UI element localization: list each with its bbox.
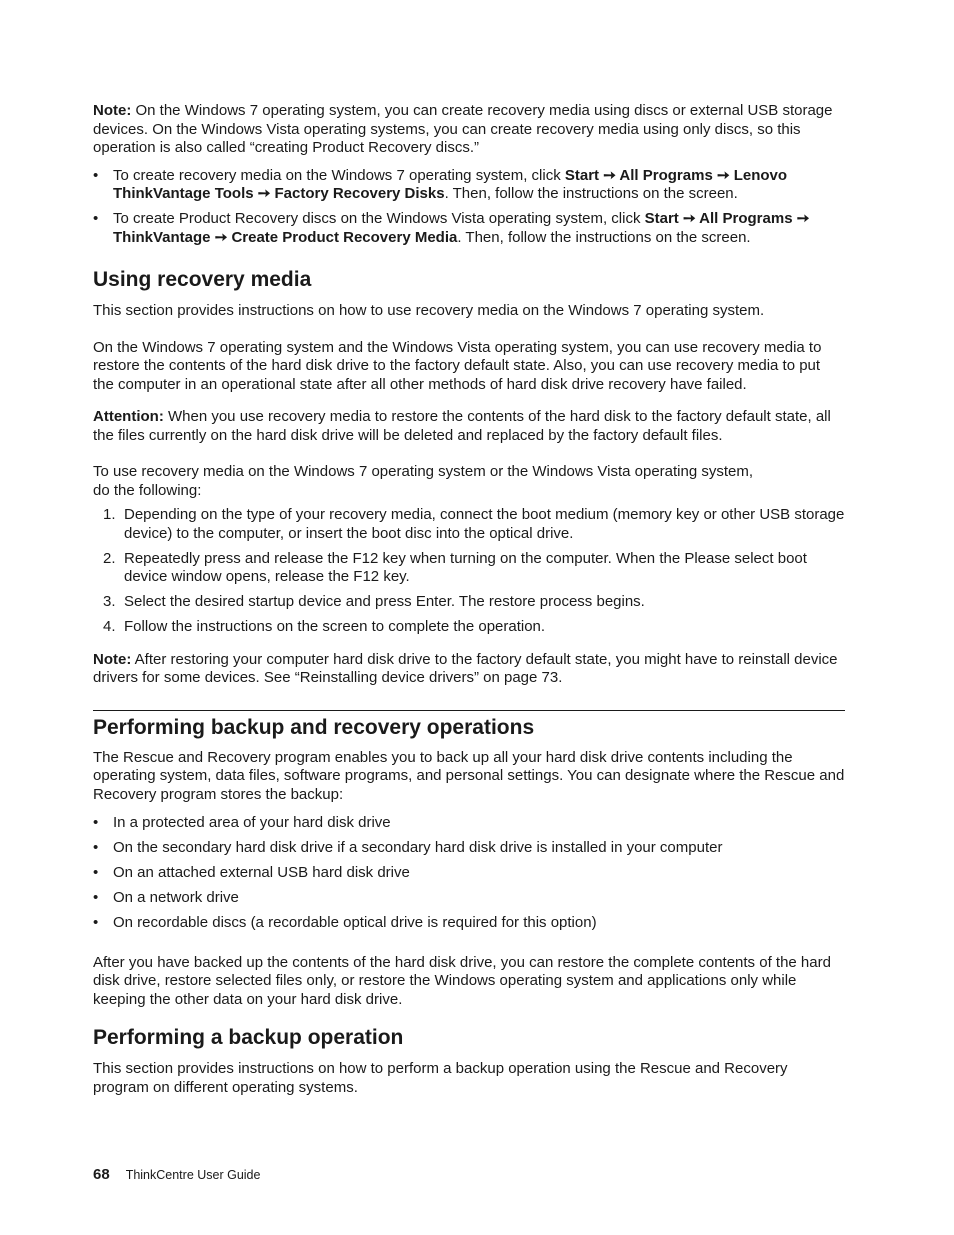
step-number: 2. (103, 549, 116, 567)
note-text: After restoring your computer hard disk drive to the factory default state, you might have to reinstall device drivers for some devices. See “Reinstalling device drivers” on page 73. (93, 650, 838, 686)
note-windows7-recovery (93, 102, 845, 158)
arrow-icon: ➙ (599, 166, 620, 184)
attention-notice (93, 408, 845, 445)
menu-path-create-media: Create Product Recovery Media (231, 228, 458, 246)
menu-path-lenovo-tools: Lenovo ThinkVantage Tools (113, 166, 788, 202)
menu-path-thinkvantage: ThinkVantage (113, 228, 211, 246)
note-label: Note: (93, 102, 132, 119)
list-item (93, 506, 845, 543)
book-title: ThinkCentre User Guide (125, 1168, 261, 1182)
menu-path-all-programs: All Programs (699, 210, 793, 227)
list-item (93, 210, 845, 247)
arrow-icon: ➙ (678, 210, 700, 227)
item-text: . Then, follow the instructions on the screen. (444, 185, 738, 202)
step-number: 3. (103, 593, 116, 610)
list-item: • On an attached external USB hard disk drive (93, 864, 845, 883)
list-item (93, 618, 845, 637)
paragraph: On the Windows 7 operating system and the Windows Vista operating system, you can use recovery media to restore the contents of the hard disk drive to the factory default state. Also, you can use recovery media to put the computer in an operational state after all other methods of hard disk drive recovery have failed. (93, 338, 822, 393)
backup-locations-list (93, 814, 845, 933)
item-text: . Then, follow the instructions on the screen. (457, 228, 751, 246)
steps-intro (93, 463, 845, 500)
section-title-backup-recovery: Performing backup and recovery operations (93, 715, 535, 739)
menu-path-factory-disks: Factory Recovery Disks (274, 185, 445, 202)
menu-path-start: Start (564, 166, 600, 184)
list-item: • In a protected area of your hard disk drive (93, 814, 845, 833)
list-item: • On recordable discs (a recordable optical drive is required for this option) (93, 914, 845, 933)
page-body (93, 102, 845, 1097)
paragraph: After you have backed up the contents of the hard disk drive, you can restore the complete contents of the hard disk drive, restore selected files only, or restore the Windows operating system and applications only while keeping the other data on your hard disk drive. (93, 953, 831, 1008)
arrow-icon: ➙ (210, 228, 232, 246)
section-intro: This section provides instructions on how to perform a backup operation using the Rescue and Recovery program on different operating systems. (93, 1060, 788, 1096)
step-text: Depending on the type of your recovery media, connect the boot medium (memory key or other USB storage device) to the computer, or insert the boot disc into the optical drive. (124, 506, 845, 542)
arrow-icon: ➙ (253, 185, 275, 202)
menu-path-all-programs: All Programs (619, 166, 713, 184)
section-title-backup-operation: Performing a backup operation (93, 1026, 404, 1049)
step-text: Follow the instructions on the screen to complete the operation. (124, 618, 546, 635)
page-footer (93, 1166, 260, 1183)
create-media-list (93, 167, 845, 248)
attention-label: Attention: (93, 408, 164, 425)
step-number: 1. (103, 506, 116, 523)
item-text: To create recovery media on the Windows 7 operating system, click (113, 166, 565, 184)
section-intro: This section provides instructions on how to use recovery media on the Windows 7 operating system. (93, 302, 765, 319)
menu-path-start: Start (644, 210, 679, 227)
note-label: Note: (93, 650, 132, 668)
note-text: On the Windows 7 operating system, you can create recovery media using discs or external USB storage devices. On the Windows Vista operating systems, you can create recovery media using only discs, so this operation is also called “creating Product Recovery discs.” (93, 102, 833, 156)
page-number: 68 (93, 1166, 110, 1183)
section-title-using-recovery-media: Using recovery media (93, 268, 312, 291)
attention-text: When you use recovery media to restore the contents of the hard disk to the factory default state, all the files currently on the hard disk drive will be deleted and replaced by the factory default files. (93, 408, 831, 444)
steps-intro-line: do the following: (93, 481, 202, 499)
steps-intro-line: To use recovery media on the Windows 7 operating system or the Windows Vista operating system, (93, 463, 754, 480)
list-item: • On a network drive (93, 889, 845, 908)
list-item (93, 167, 845, 204)
note-reinstall-drivers (93, 651, 845, 688)
step-text: Repeatedly press and release the F12 key when turning on the computer. When the Please select boot device window opens, release the F12 key. (124, 549, 807, 585)
section-intro: The Rescue and Recovery program enables you to back up all your hard disk drive contents including the operating system, data files, software programs, and personal settings. You can designate where the Rescue and Recovery program stores the backup: (93, 748, 845, 803)
step-text: Select the desired startup device and press Enter. The restore process begins. (124, 593, 645, 610)
list-item (93, 550, 845, 587)
step-number: 4. (103, 618, 116, 635)
arrow-icon: ➙ (792, 210, 810, 227)
list-item: • On the secondary hard disk drive if a secondary hard disk drive is installed in your computer (93, 839, 845, 858)
item-text: To create Product Recovery discs on the Windows Vista operating system, click (113, 210, 645, 227)
recovery-steps-list (93, 506, 845, 637)
arrow-icon: ➙ (712, 166, 734, 184)
section-divider (93, 710, 845, 711)
list-item (93, 593, 845, 612)
